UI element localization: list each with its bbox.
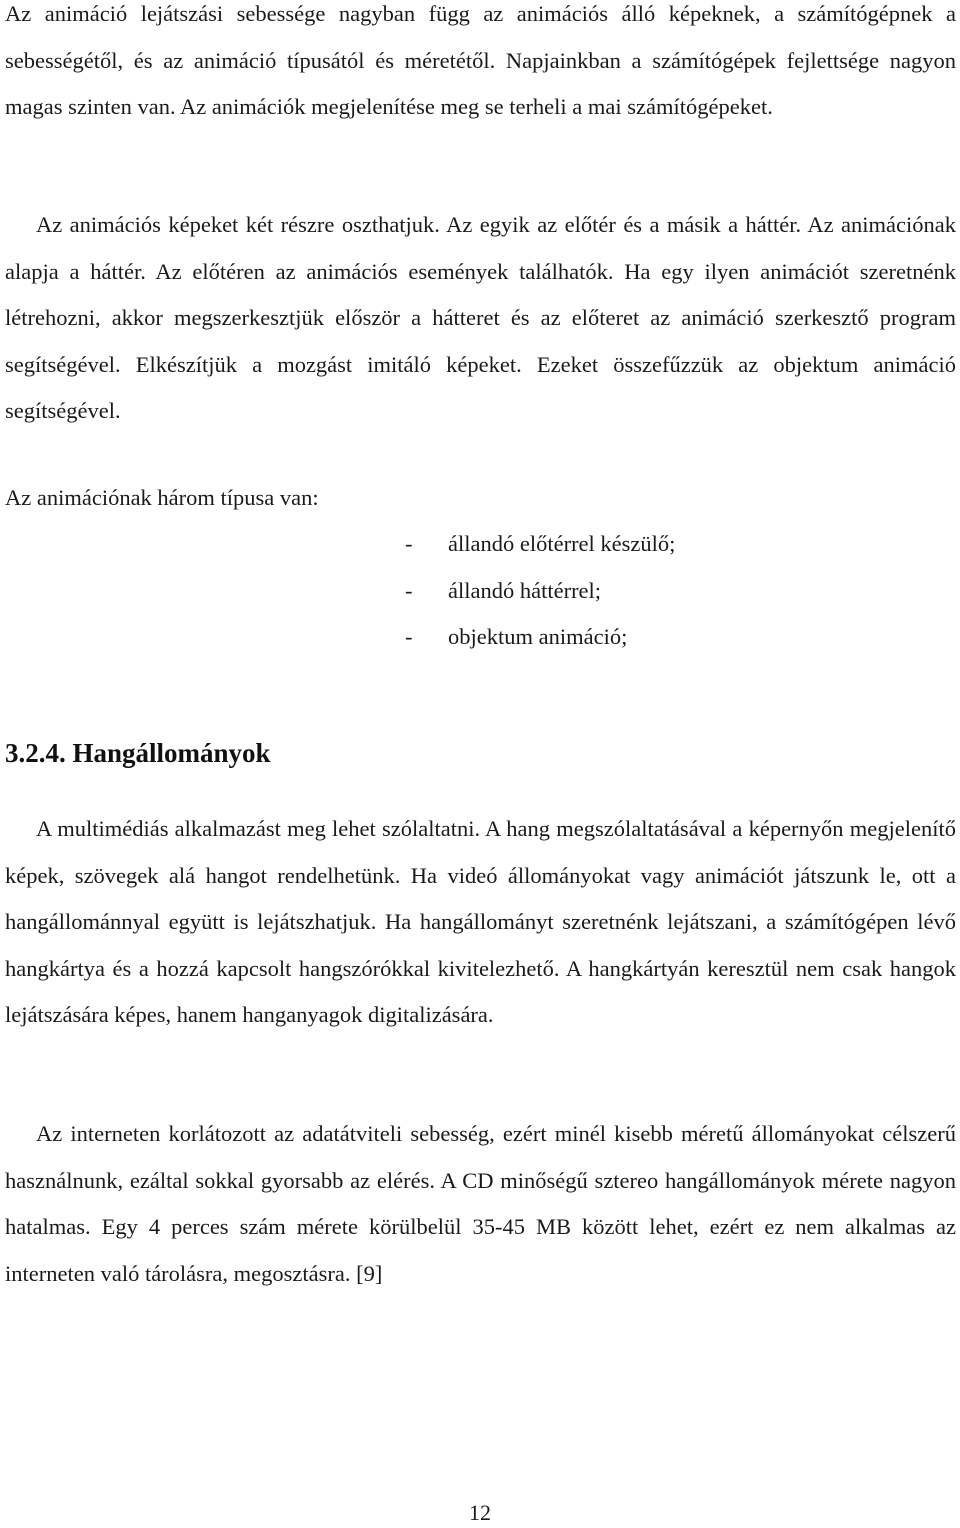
list-item	[405, 521, 675, 568]
paragraph-internet-bandwidth: Az interneten korlátozott az adatátviteli sebesség, ezért minél kisebb méretű állományokat célszerű használnunk, ezáltal sokkal gyorsabb az elérés. A CD minőségű sztereo hangállományok mérete nagyon hatalmas. Egy 4 perces szám mérete körülbelül 35-45 MB között lehet, ezért ez nem alkalmas az interneten való tárolásra, megosztásra. [9]	[5, 1121, 956, 1286]
paragraph-sound-playback: A multimédiás alkalmazást meg lehet szólaltatni. A hang megszólaltatásával a képernyőn megjelenítő képek, szövegek alá hangot rendelhetünk. Ha videó állományokat vagy animációt játszunk le, ott a hangállománnyal együtt is lejátszhatjuk. Ha hangállományt szeretnénk lejátszani, a számítógépen lévő hangkártya és a hozzá kapcsolt hangszórókkal kivitelezhető. A hangkártyán keresztül nem csak hangok lejátszására képes, hanem hanganyagok digitalizására.	[5, 816, 956, 1027]
list-item-text: állandó előtérrel készülő;	[448, 531, 676, 556]
list-dash: -	[405, 577, 413, 603]
animation-types-list	[405, 521, 675, 661]
list-item	[405, 614, 675, 661]
section-heading: 3.2.4. Hangállományok	[5, 738, 271, 768]
list-item-text: állandó háttérrel;	[448, 577, 602, 603]
list-dash: -	[405, 531, 413, 556]
list-item-text: objektum animáció;	[448, 624, 628, 649]
list-dash: -	[405, 624, 413, 649]
page-number: 12	[469, 1500, 491, 1525]
list-item	[405, 568, 675, 615]
paragraph-animation-layers: Az animációs képeket két részre oszthatjuk. Az egyik az előtér és a másik a háttér. Az animációnak alapja a háttér. Az előtéren az animációs események találhatók. Ha egy ilyen animációt szeretnénk létrehozni, akkor megszerkesztjük először a hátteret és az előteret az animáció szerkesztő program segítségével. Elkészítjük a mozgást imitáló képeket. Ezeket összefűzzük az objektum animáció segítségével.	[5, 212, 956, 423]
paragraph-animation-speed: Az animáció lejátszási sebessége nagyban függ az animációs álló képeknek, a számítógépnek a sebességétől, és az animáció típusától és méretétől. Napjainkban a számítógépek fejlettsége nagyon magas szinten van. Az animációk megjelenítése meg se terheli a mai számítógépeket.	[5, 1, 956, 119]
paragraph-animation-types-intro: Az animációnak három típusa van:	[5, 485, 319, 510]
